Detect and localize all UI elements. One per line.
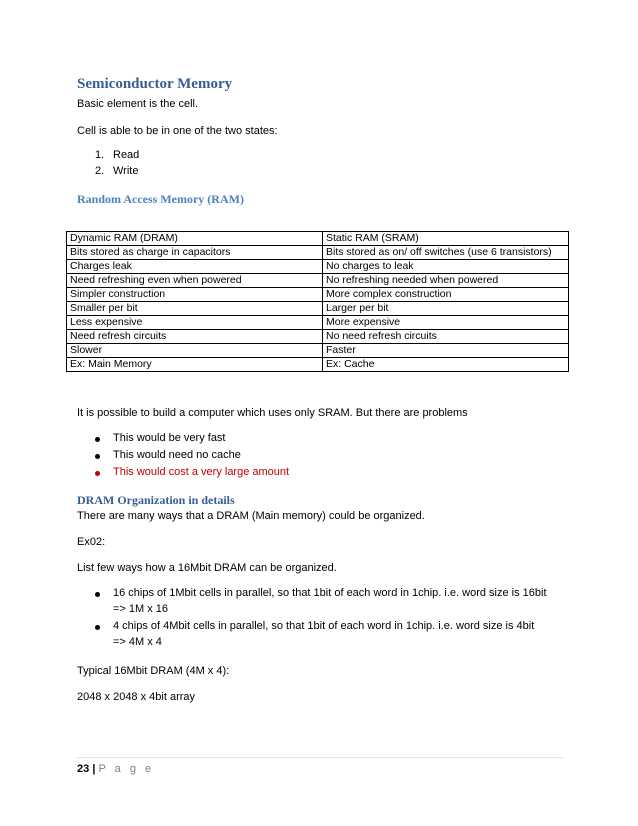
table-row — [67, 330, 569, 344]
dram-heading: DRAM Organization in details — [77, 493, 235, 507]
list-item-write: Write — [113, 165, 139, 177]
table-cell: Faster — [323, 344, 569, 358]
table-row — [67, 274, 569, 288]
list-number: 2. — [95, 165, 105, 177]
table-cell: Ex: Cache — [323, 358, 569, 372]
paragraph-dram-organized: There are many ways that a DRAM (Main memory) could be organized. — [77, 510, 425, 522]
table-cell: Bits stored as charge in capacitors — [67, 246, 323, 260]
way-2-line-2: => 4M x 4 — [113, 636, 162, 648]
paragraph-sram-problems: It is possible to build a computer which uses only SRAM. But there are problems — [77, 407, 468, 419]
list-item-fast: This would be very fast — [113, 432, 226, 444]
way-1-line-2: => 1M x 16 — [113, 603, 169, 615]
table-row — [67, 302, 569, 316]
page-label: P a g e — [98, 763, 155, 775]
table-cell: Ex: Main Memory — [67, 358, 323, 372]
table-row — [67, 288, 569, 302]
bullet-icon — [95, 592, 100, 597]
page-number: 23 — [77, 763, 90, 775]
paragraph-array: 2048 x 2048 x 4bit array — [77, 691, 196, 703]
table-row — [67, 246, 569, 260]
bullet-icon — [95, 454, 100, 459]
bullet-icon — [95, 437, 100, 442]
table-cell: Simpler construction — [67, 288, 323, 302]
table-cell: Slower — [67, 344, 323, 358]
table-row — [67, 344, 569, 358]
table-cell: Less expensive — [67, 316, 323, 330]
table-row — [67, 358, 569, 372]
example-label: Ex02: — [77, 536, 106, 548]
table-cell: More complex construction — [323, 288, 569, 302]
table-cell: No refreshing needed when powered — [323, 274, 569, 288]
table-header-dram: Dynamic RAM (DRAM) — [67, 232, 323, 246]
page-heading: Semiconductor Memory — [77, 76, 233, 92]
way-1-line-1: 16 chips of 1Mbit cells in parallel, so that 1bit of each word in 1chip. i.e. word size is 16bit — [113, 587, 547, 599]
paragraph-cell-states: Cell is able to be in one of the two states: — [77, 125, 278, 137]
bullet-icon — [95, 471, 100, 476]
list-item-read: Read — [113, 149, 140, 161]
ram-heading: Random Access Memory (RAM) — [77, 192, 244, 206]
footer-separator: | — [92, 763, 96, 775]
list-item-cost: This would cost a very large amount — [113, 466, 290, 478]
table-row — [67, 316, 569, 330]
table-cell: Need refreshing even when powered — [67, 274, 323, 288]
table-row — [67, 260, 569, 274]
ram-comparison-table — [66, 231, 569, 372]
page-footer — [77, 763, 154, 775]
table-cell: Smaller per bit — [67, 302, 323, 316]
table-header-row — [67, 232, 569, 246]
table-cell: Charges leak — [67, 260, 323, 274]
paragraph-list-ways: List few ways how a 16Mbit DRAM can be organized. — [77, 562, 337, 574]
table-cell: More expensive — [323, 316, 569, 330]
paragraph-basic-element: Basic element is the cell. — [77, 98, 199, 110]
way-2-line-1: 4 chips of 4Mbit cells in parallel, so that 1bit of each word in 1chip. i.e. word size is 4bit — [113, 620, 535, 632]
table-cell: Bits stored as on/ off switches (use 6 transistors) — [323, 246, 569, 260]
bullet-icon — [95, 625, 100, 630]
table-header-sram: Static RAM (SRAM) — [323, 232, 569, 246]
paragraph-typical-dram: Typical 16Mbit DRAM (4M x 4): — [77, 665, 230, 677]
list-item-no-cache: This would need no cache — [113, 449, 241, 461]
table-cell: Need refresh circuits — [67, 330, 323, 344]
table-cell: No need refresh circuits — [323, 330, 569, 344]
footer-divider — [77, 757, 563, 758]
table-cell: No charges to leak — [323, 260, 569, 274]
table-cell: Larger per bit — [323, 302, 569, 316]
list-number: 1. — [95, 149, 105, 161]
